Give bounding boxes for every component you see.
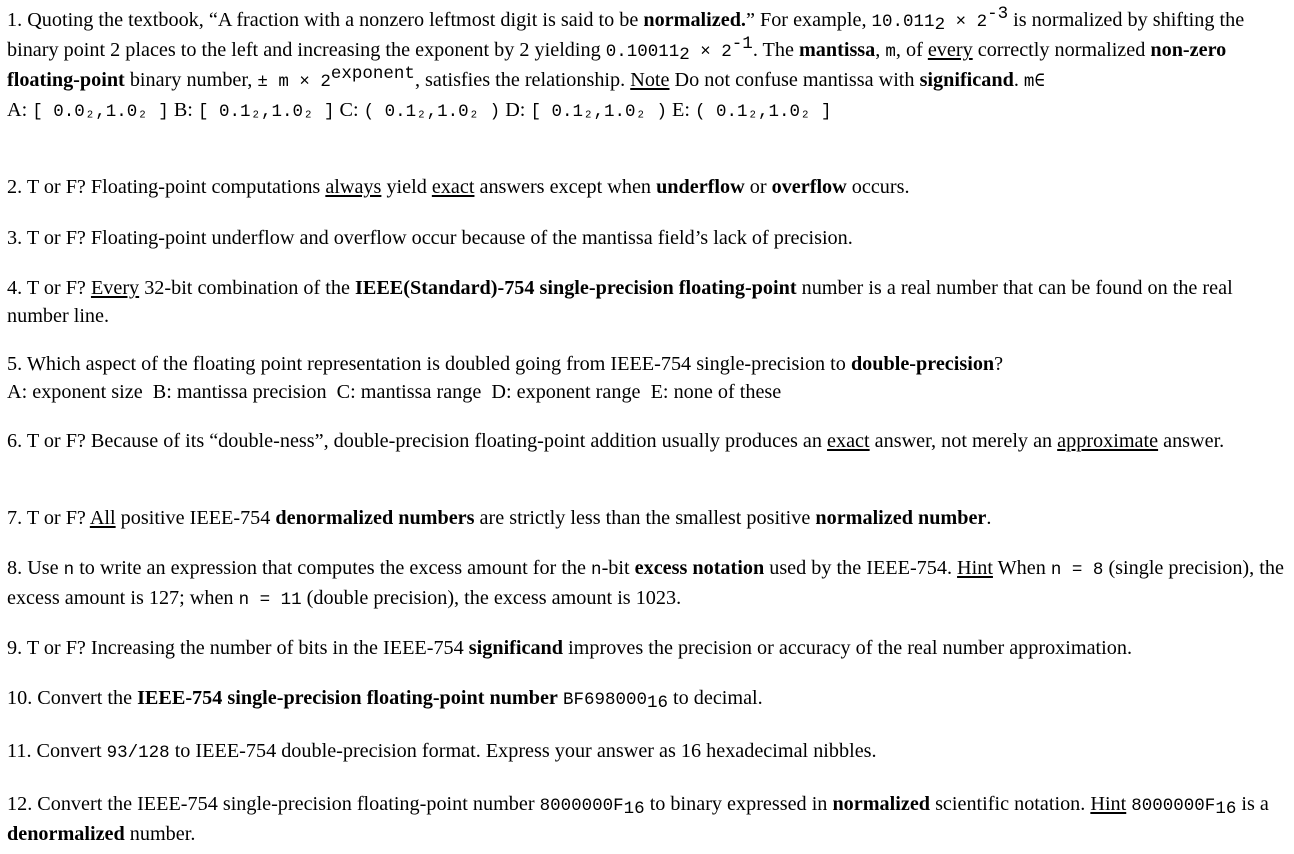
q1-text: 1. Quoting the textbook, “A fraction with a nonzero leftmost digit is said to be: [7, 9, 644, 31]
q5-options: A: exponent size B: mantissa precision C: mantissa range D: exponent range E: none of these: [7, 381, 782, 403]
q7-text-d: .: [986, 507, 992, 529]
question-2: [7, 173, 1288, 201]
q1-text-l: , satisfies the relationship.: [414, 69, 631, 91]
q12-text-f: number.: [124, 823, 196, 845]
q7-text: 7. T or F?: [7, 507, 90, 529]
q4-ieee-single: IEEE(Standard)-754 single-precision floating-point: [355, 277, 797, 299]
q1-example-1: 10.011: [871, 12, 935, 32]
q1-text-i: correctly normalized: [972, 39, 1151, 61]
q10-hex-base: 16: [646, 693, 668, 713]
question-1: [7, 6, 1288, 126]
q2-overflow: overflow: [771, 176, 847, 198]
question-8: [7, 554, 1288, 614]
question-11: [7, 737, 1288, 767]
q9-text-b: improves the precision or accuracy of the real number approximation.: [563, 637, 1132, 659]
q10-text: 10. Convert the: [7, 687, 138, 709]
q7-normalized: normalized number: [815, 507, 987, 529]
q2-text: 2. T or F? Floating-point computations: [7, 176, 326, 198]
q1-text-k: binary number,: [124, 69, 258, 91]
q12-text: 12. Convert the IEEE-754 single-precision floating-point number: [7, 793, 540, 815]
q1-note: Note: [630, 69, 670, 91]
q4-text-b: 32-bit combination of the: [139, 277, 355, 299]
q8-n-eq-11: n = 11: [238, 590, 302, 610]
q3-text: 3. T or F? Floating-point underflow and overflow occur because of the mantissa field’s lack of precision.: [7, 227, 853, 249]
q10-ieee-single: IEEE-754 single-precision floating-point number: [137, 687, 558, 709]
q6-exact: exact: [827, 430, 870, 452]
q1-opt-d-label: D:: [500, 99, 531, 121]
question-5: [7, 350, 1288, 406]
q9-text: 9. T or F? Increasing the number of bits in the IEEE-754: [7, 637, 469, 659]
q5-double-precision: double-precision: [850, 353, 995, 375]
q9-significand: significand: [468, 637, 564, 659]
question-9: [7, 634, 1288, 662]
question-10: [7, 684, 1288, 714]
q8-text-d: used by the IEEE-754.: [764, 557, 958, 579]
q2-text-b: yield: [381, 176, 432, 198]
q6-text-b: answer, not merely an: [869, 430, 1058, 452]
q6-text-c: answer.: [1158, 430, 1225, 452]
q12-hint: Hint: [1090, 793, 1127, 815]
q12-text-e: is a: [1236, 793, 1269, 815]
q1-example-1-base: 2: [934, 15, 946, 35]
q2-text-e: occurs.: [846, 176, 910, 198]
q12-hex-2: 8000000F: [1131, 796, 1216, 816]
question-4: [7, 274, 1288, 330]
q11-fraction: 93/128: [106, 743, 170, 763]
q1-opt-b: [ 0.1₂,1.0₂ ]: [197, 102, 335, 122]
q12-hex-2-base: 16: [1215, 799, 1237, 819]
q1-every: every: [927, 39, 973, 61]
q1-text-h: , of: [895, 39, 928, 61]
q8-text-e: When: [992, 557, 1051, 579]
q1-opt-e: ( 0.1₂,1.0₂ ]: [695, 102, 832, 122]
q8-n-eq-8: n = 8: [1050, 560, 1104, 580]
q1-opt-c: ( 0.1₂,1.0₂ ): [363, 102, 501, 122]
q1-text-c: ” For example,: [745, 9, 872, 31]
question-7: [7, 504, 1288, 532]
q11-text-b: to IEEE-754 double-precision format. Express your answer as 16 hexadecimal nibbles.: [169, 740, 877, 762]
q2-exact: exact: [431, 176, 475, 198]
q12-hex-1-base: 16: [623, 799, 645, 819]
q1-text-o: .: [1013, 69, 1024, 91]
q12-text-c: scientific notation.: [930, 793, 1091, 815]
q8-n-1: n: [63, 560, 75, 580]
q1-opt-c-label: C:: [334, 99, 364, 121]
q4-text: 4. T or F?: [7, 277, 91, 299]
q6-text: 6. T or F? Because of its “double-ness”, double-precision floating-point addition usually produces an: [7, 430, 828, 452]
q8-hint: Hint: [957, 557, 993, 579]
q5-text: 5. Which aspect of the floating point representation is doubled going from IEEE-754 single-precision to: [7, 353, 851, 375]
q1-text-e: . The: [752, 39, 799, 61]
q8-text-c: -bit: [601, 557, 635, 579]
q1-opt-a: [ 0.0₂,1.0₂ ]: [32, 102, 169, 122]
q8-text-b: to write an expression that computes the excess amount for the: [74, 557, 592, 579]
q1-significand: significand: [919, 69, 1014, 91]
q6-approximate: approximate: [1057, 430, 1159, 452]
q1-element-of: m∈: [1023, 72, 1045, 92]
q8-n-2: n: [591, 560, 602, 580]
q8-text-f: (single precision), the excess amount is 127; when: [7, 557, 1284, 609]
q4-every: Every: [90, 277, 140, 299]
q7-denormalized: denormalized numbers: [275, 507, 475, 529]
q2-always: always: [325, 176, 382, 198]
q12-normalized: normalized: [832, 793, 931, 815]
q4-text-c: number is a real number that can be found on the real number line.: [7, 277, 1233, 327]
q1-mantissa: mantissa: [798, 39, 876, 61]
question-12: [7, 790, 1288, 848]
q2-underflow: underflow: [656, 176, 745, 198]
q1-example-2-base: 2: [679, 45, 690, 65]
q1-text-n: Do not confuse mantissa with: [669, 69, 920, 91]
q1-exp-1: -3: [987, 4, 1009, 24]
q1-opt-b-label: B:: [168, 99, 198, 121]
q10-hex: BF698000: [562, 690, 647, 710]
q1-text-g: ,: [875, 39, 886, 61]
q1-opt-e-label: E:: [666, 99, 696, 121]
q10-text-c: to decimal.: [667, 687, 763, 709]
q12-hex-1: 8000000F: [539, 796, 624, 816]
q8-text-g: (double precision), the excess amount is 1023.: [301, 587, 682, 609]
q1-opt-a-label: A:: [7, 99, 33, 121]
q1-example-2: 0.10011: [605, 42, 680, 62]
q7-text-c: are strictly less than the smallest positive: [474, 507, 816, 529]
q5-text-b: ?: [994, 353, 1004, 375]
question-6: [7, 427, 1288, 455]
q2-text-d: or: [744, 176, 772, 198]
q1-m-var: m: [885, 42, 896, 62]
q1-opt-d: [ 0.1₂,1.0₂ ): [530, 102, 667, 122]
q8-text: 8. Use: [7, 557, 64, 579]
question-3: [7, 224, 1288, 252]
q1-text-d: is normalized by shifting the binary point 2 places to the left and increasing the exponent by 2 yielding: [7, 9, 1245, 61]
q1-times-1: × 2: [945, 12, 988, 32]
q2-text-c: answers except when: [474, 176, 657, 198]
q1-exp-2: -1: [731, 34, 753, 54]
q12-denormalized: denormalized: [7, 823, 125, 845]
q1-formula: ± m × 2: [257, 72, 331, 92]
q11-text: 11. Convert: [7, 740, 107, 762]
q12-text-b: to binary expressed in: [644, 793, 833, 815]
q7-text-b: positive IEEE-754: [115, 507, 276, 529]
q7-all: All: [89, 507, 116, 529]
q1-formula-exp: exponent: [330, 64, 415, 84]
q8-excess-notation: excess notation: [634, 557, 765, 579]
q1-times-2: × 2: [689, 42, 732, 62]
q1-nonzero-fp: non-zero floating-point: [7, 39, 1227, 91]
q1-normalized: normalized.: [643, 9, 746, 31]
